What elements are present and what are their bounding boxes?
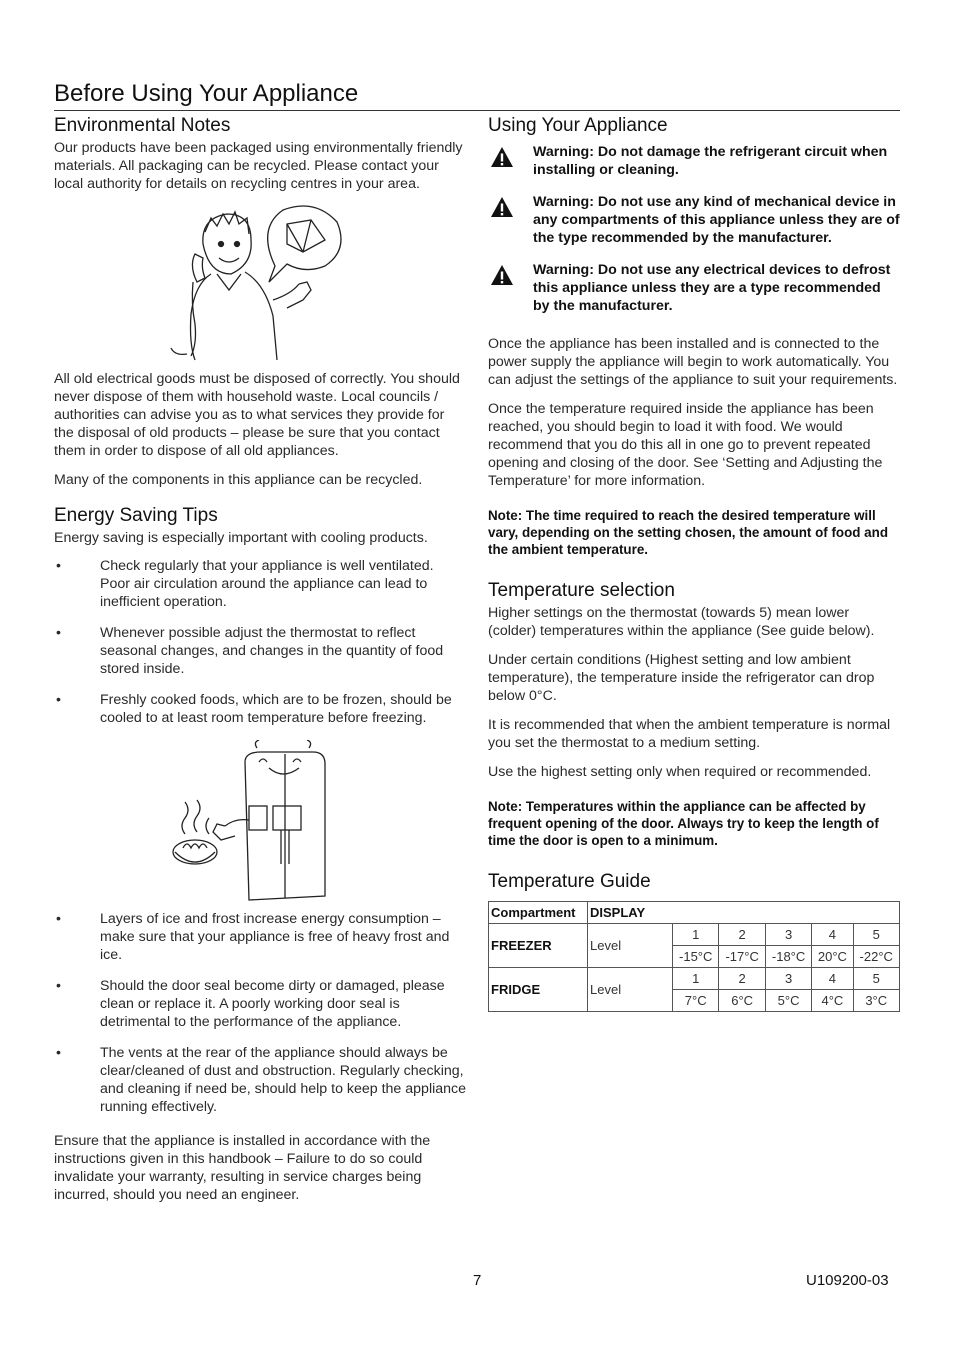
compartment-cell: FREEZER [489,924,588,968]
temperature-paragraph-1: Higher settings on the thermostat (towards 5) mean lower (colder) temperatures within the appliance (See guide below). [488,605,875,639]
table-cell: 4°C [812,990,853,1012]
warning-3: Warning: Do not use any electrical devices to defrost this appliance unless they are a type recommended by the manufacturer. [488,261,900,315]
bullet-icon: • [56,911,61,927]
table-header-cell: DISPLAY [588,902,900,924]
energy-tips-list-b [54,910,466,1116]
table-cell: -18°C [765,946,811,968]
fridge-illustration [54,740,466,910]
table-header-cell: Compartment [489,902,588,924]
temperature-guide-table [488,901,900,1012]
table-cell: 1 [673,968,719,990]
table-cell: 2 [719,924,765,946]
table-cell: 5 [853,924,900,946]
guide-heading: Temperature Guide [488,871,651,892]
environmental-paragraph-1: Our products have been packaged using environmentally friendly materials. All packaging can be recycled. Please contact your local authority for details on recycling centres in your area. [54,140,463,192]
table-cell: 1 [673,924,719,946]
energy-intro: Energy saving is especially important with cooling products. [54,530,428,546]
list-item: • The vents at the rear of the appliance should always be clear/cleaned of dust and obstruction. Regularly checking, and cleaning if need be, should help to keep the appliance running effectively. [56,1045,467,1115]
energy-closing: Ensure that the appliance is installed in accordance with the instructions given in this handbook – Failure to do so could invalidate your warranty, resulting in service charges being incurred, should you need an engineer. [54,1133,431,1203]
temperature-paragraph-3: It is recommended that when the ambient temperature is normal you set the thermostat to a medium setting. [488,717,891,751]
environmental-paragraph-2: All old electrical goods must be disposed of correctly. You should never dispose of them with household waste. Local councils / authorities can advise you as to what services they provide for the disposal of old products – please be sure that you contact them in order to dispose of all old appliances. [54,371,460,459]
happy-fridge-icon [165,740,355,906]
table-cell: 3°C [853,990,900,1012]
list-item: • Layers of ice and frost increase energy consumption – make sure that your appliance is free of heavy frost and ice. [56,911,450,963]
page-number: 7 [473,1272,482,1289]
bullet-icon: • [56,625,61,641]
using-paragraph-1: Once the appliance has been installed and is connected to the power supply the appliance will begin to work automatically. You can adjust the settings of the appliance to suit your requirements. [488,336,898,388]
warning-1: Warning: Do not damage the refrigerant circuit when installing or cleaning. [488,143,900,179]
temperature-paragraph-4: Use the highest setting only when required or recommended. [488,764,872,780]
table-cell: 4 [812,924,853,946]
energy-tips-list-a [54,557,466,727]
using-note: Note: The time required to reach the desired temperature will vary, depending on the setting chosen, the amount of food and the ambient temperature. [488,508,888,557]
table-cell: 4 [812,968,853,990]
table-cell: 6°C [719,990,765,1012]
list-item: • Whenever possible adjust the thermostat to reflect seasonal changes, and changes in the quantity of food stored inside. [56,625,444,677]
list-item: • Freshly cooked foods, which are to be frozen, should be cooled to at least room temperature before freezing. [56,692,452,726]
bullet-icon: • [56,978,61,994]
document-code: U109200-03 [806,1272,889,1289]
table-row [489,968,900,990]
warning-triangle-icon [490,146,514,168]
warning-triangle-icon [490,196,514,218]
temperature-note: Note: Temperatures within the appliance can be affected by frequent opening of the door. Always try to keep the length of time the door is open to a minimum. [488,799,879,848]
warning-triangle-icon [490,264,514,286]
table-cell: 3 [765,924,811,946]
table-cell: 5 [853,968,900,990]
using-heading: Using Your Appliance [488,115,668,136]
level-label-cell: Level [588,924,673,968]
level-label-cell: Level [588,968,673,1012]
right-column [488,113,900,1012]
table-row [489,924,900,946]
bullet-icon: • [56,692,61,708]
table-cell: -22°C [853,946,900,968]
bullet-icon: • [56,1045,61,1061]
warning-2: Warning: Do not use any kind of mechanical device in any compartments of this appliance unless they are of the type recommended by the manufacturer. [488,193,900,247]
bullet-icon: • [56,558,61,574]
using-paragraph-2: Once the temperature required inside the appliance has been reached, you should begin to load it with food. We would recommend that you do this all in one go to prevent repeated opening and closing of the door. See ‘Setting and Adjusting the Temperature’ for more information. [488,401,883,489]
environmental-paragraph-3: Many of the components in this appliance can be recycled. [54,472,423,488]
table-cell: 20°C [812,946,853,968]
environmental-heading: Environmental Notes [54,115,231,136]
table-cell: -15°C [673,946,719,968]
temperature-heading: Temperature selection [488,580,675,601]
table-cell: 2 [719,968,765,990]
temperature-paragraph-2: Under certain conditions (Highest setting and low ambient temperature), the temperature inside the refrigerator can drop below 0°C. [488,652,875,704]
table-cell: -17°C [719,946,765,968]
phone-call-illustration [54,204,466,370]
table-cell: 3 [765,968,811,990]
page-title: Before Using Your Appliance [54,78,900,111]
person-on-phone-icon [165,204,355,364]
compartment-cell: FRIDGE [489,968,588,1012]
left-column [54,113,466,1215]
list-item: • Should the door seal become dirty or damaged, please clean or replace it. A poorly working door seal is detrimental to the performance of the appliance. [56,978,445,1030]
table-header-row [489,902,900,924]
energy-heading: Energy Saving Tips [54,505,218,526]
table-cell: 5°C [765,990,811,1012]
list-item: • Check regularly that your appliance is well ventilated. Poor air circulation around the appliance can lead to inefficient operation. [56,558,434,610]
table-cell: 7°C [673,990,719,1012]
